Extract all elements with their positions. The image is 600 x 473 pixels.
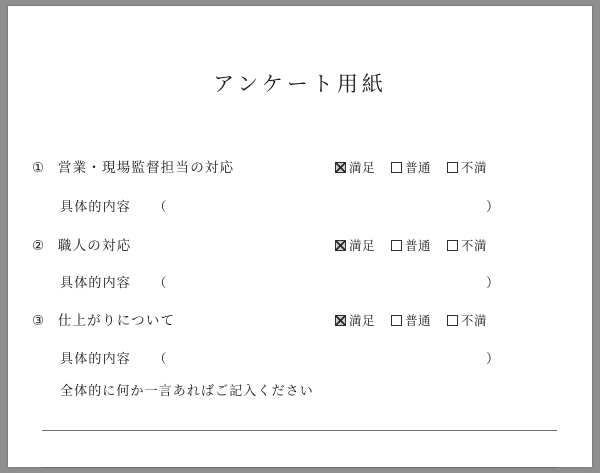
question-3-text: 仕上がりについて: [57, 313, 176, 328]
checkbox-icon[interactable]: [335, 162, 346, 173]
question-2-detail-paren-close: ）: [486, 275, 500, 290]
question-3-label: [32, 309, 175, 329]
free-comment-line-1[interactable]: [42, 430, 557, 431]
question-1-detail-paren-close: ）: [486, 199, 500, 214]
page-title: アンケート用紙: [213, 72, 387, 96]
question-2-options: [335, 236, 499, 255]
detail-paren-open: （: [153, 275, 168, 290]
checkbox-icon[interactable]: [447, 240, 458, 251]
question-1-detail: [60, 196, 168, 215]
question-1-number: ①: [32, 160, 46, 175]
question-2-number: ②: [32, 238, 46, 253]
questionnaire-sheet: [8, 6, 592, 467]
detail-label: 具体的内容: [60, 351, 132, 366]
free-comment-label: 全体的に何か一言あればご記入ください: [60, 383, 314, 398]
checkbox-icon[interactable]: [335, 240, 346, 251]
checkbox-icon[interactable]: [447, 162, 458, 173]
question-1-option-dissatisfied[interactable]: 不満: [447, 158, 487, 177]
question-3-option-dissatisfied[interactable]: 不満: [447, 311, 487, 330]
checkbox-icon[interactable]: [391, 240, 402, 251]
question-1-option-normal[interactable]: 普通: [391, 158, 431, 177]
question-3-option-satisfied[interactable]: 満足: [335, 311, 375, 330]
question-3-detail: [60, 348, 168, 367]
checkbox-icon[interactable]: [391, 315, 402, 326]
checkbox-icon[interactable]: [335, 315, 346, 326]
question-3-option-normal[interactable]: 普通: [391, 311, 431, 330]
question-2-option-normal[interactable]: 普通: [391, 236, 431, 255]
detail-label: 具体的内容: [60, 199, 132, 214]
question-1-options: [335, 158, 499, 177]
question-2-option-satisfied[interactable]: 満足: [335, 236, 375, 255]
question-1-option-satisfied[interactable]: 満足: [335, 158, 375, 177]
scanned-page: [8, 6, 592, 467]
free-comment-line-2[interactable]: [42, 467, 557, 468]
detail-paren-open: （: [153, 199, 168, 214]
detail-paren-open: （: [153, 351, 168, 366]
question-3-number: ③: [32, 313, 46, 328]
checkbox-icon[interactable]: [447, 315, 458, 326]
checkbox-icon[interactable]: [391, 162, 402, 173]
question-2-label: [32, 234, 131, 254]
question-1-label: [32, 156, 234, 176]
detail-label: 具体的内容: [60, 275, 132, 290]
question-1-text: 営業・現場監督担当の対応: [57, 160, 235, 175]
question-2-text: 職人の対応: [57, 238, 132, 253]
question-3-options: [335, 311, 499, 330]
question-2-detail: [60, 272, 168, 291]
question-2-option-dissatisfied[interactable]: 不満: [447, 236, 487, 255]
question-3-detail-paren-close: ）: [486, 351, 500, 366]
